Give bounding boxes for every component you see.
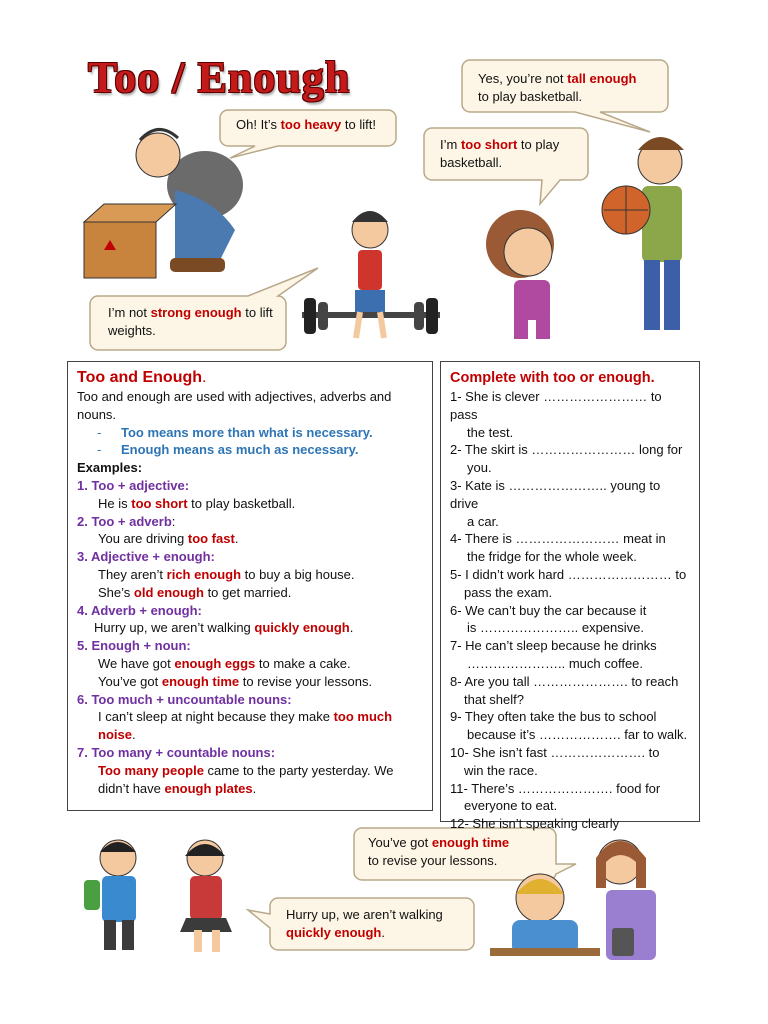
rule-6-example: I can’t sleep at night because they make too much noise. — [98, 709, 393, 743]
exercise-line: drive — [450, 495, 479, 511]
exercise-line: 2- The skirt is …………………… long for — [450, 442, 683, 458]
bubble-tall-text: Yes, you’re not tall enough to play basketball. — [478, 71, 637, 104]
exercise-line: the fridge for the whole week. — [467, 549, 637, 565]
rule-7-label: 7. Too many + countable nouns: — [77, 744, 276, 760]
exercise-line: 8- Are you tall …………………. to reach — [450, 673, 679, 689]
rule-4-label: 4. Adverb + enough: — [77, 602, 202, 618]
exercise-line: everyone to eat. — [464, 798, 558, 814]
exercise-line: 10- She isn’t fast …………………. to — [450, 744, 660, 760]
exercise-line: 6- We can’t buy the car because it — [450, 602, 647, 618]
kids-walking-illustration — [84, 840, 232, 952]
exercise-line: is ………………….. expensive. — [467, 620, 644, 636]
rule-7-example: Too many people came to the party yesterday. We didn’t have enough plates. — [98, 762, 394, 796]
rule-2-label: 2. Too + adverb: — [77, 513, 176, 529]
rule-3-label: 3. Adjective + enough: — [77, 549, 215, 565]
rule-1-example: He is too short to play basketball. — [98, 495, 296, 511]
exercise-line: 3- Kate is ………………….. young to — [450, 477, 661, 493]
rule-3-example-a: They aren’t rich enough to buy a big house. — [98, 566, 355, 582]
bubble-strong-text: I’m not strong enough to lift weights. — [108, 305, 273, 338]
bubble-heavy-text: Oh! It’s too heavy to lift! — [236, 117, 376, 132]
rule-6-label: 6. Too much + uncountable nouns: — [77, 691, 292, 707]
rule-3-example-b: She’s old enough to get married. — [98, 584, 292, 600]
grammar-heading: Too and Enough. — [77, 369, 207, 386]
exercise-line: pass the exam. — [464, 584, 553, 600]
exercise-line: 1- She is clever …………………… to pass — [450, 389, 662, 422]
page-title: Too / Enough — [88, 53, 351, 102]
rule-2-example: You are driving too fast. — [98, 531, 239, 547]
exercise-heading: Complete with too or enough. — [450, 370, 655, 386]
exercise-line: ………………….. much coffee. — [467, 655, 644, 671]
rule-1-label: 1. Too + adjective: — [77, 477, 190, 493]
exercise-line: you. — [467, 460, 492, 476]
boy-basketball-illustration — [602, 137, 684, 330]
exercise-line: 9- They often take the bus to school — [450, 709, 657, 725]
exercise-line: a car. — [467, 513, 499, 529]
man-lifting-box-illustration — [84, 129, 243, 278]
exercise-line: that shelf? — [464, 691, 524, 707]
exercise-line: the test. — [467, 424, 514, 440]
rule-5-label: 5. Enough + noun: — [77, 638, 191, 654]
exercise-line: 12- She isn’t speaking clearly — [450, 816, 620, 832]
exercise-line: 7- He can’t sleep because he drinks — [450, 638, 657, 654]
exercise-line: 4- There is …………………… meat in — [450, 531, 666, 547]
rule-5-example-b: You’ve got enough time to revise your lessons. — [98, 673, 373, 689]
exercise-line: 5- I didn’t work hard …………………… to — [450, 566, 687, 582]
grammar-intro: Too and enough are used with adjectives, adverbs and nouns. — [77, 389, 392, 422]
rule-4-example: Hurry up, we aren’t walking quickly enough. — [94, 620, 354, 636]
rule-5-example-a: We have got enough eggs to make a cake. — [98, 655, 351, 671]
bubble-time-text: You’ve got enough time to revise your lessons. — [368, 835, 510, 868]
grammar-box — [67, 361, 433, 811]
exercise-line: 11- There’s …………………. food for — [450, 780, 661, 796]
exercise-line: because it’s ………………. far to walk. — [467, 727, 688, 743]
exercise-line: win the race. — [464, 762, 538, 778]
bullet-too: - Too means more than what is necessary. — [97, 424, 373, 440]
exercise-box — [440, 361, 700, 832]
weightlifter-illustration — [302, 211, 440, 338]
bubble-hurry-text: Hurry up, we aren’t walking quickly enough. — [286, 907, 443, 940]
girl-thinking-illustration — [486, 210, 554, 339]
examples-label: Examples: — [77, 460, 143, 476]
bubble-short-text: I’m too short to play basketball. — [440, 137, 560, 170]
bullet-enough: - Enough means as much as necessary. — [97, 442, 359, 458]
